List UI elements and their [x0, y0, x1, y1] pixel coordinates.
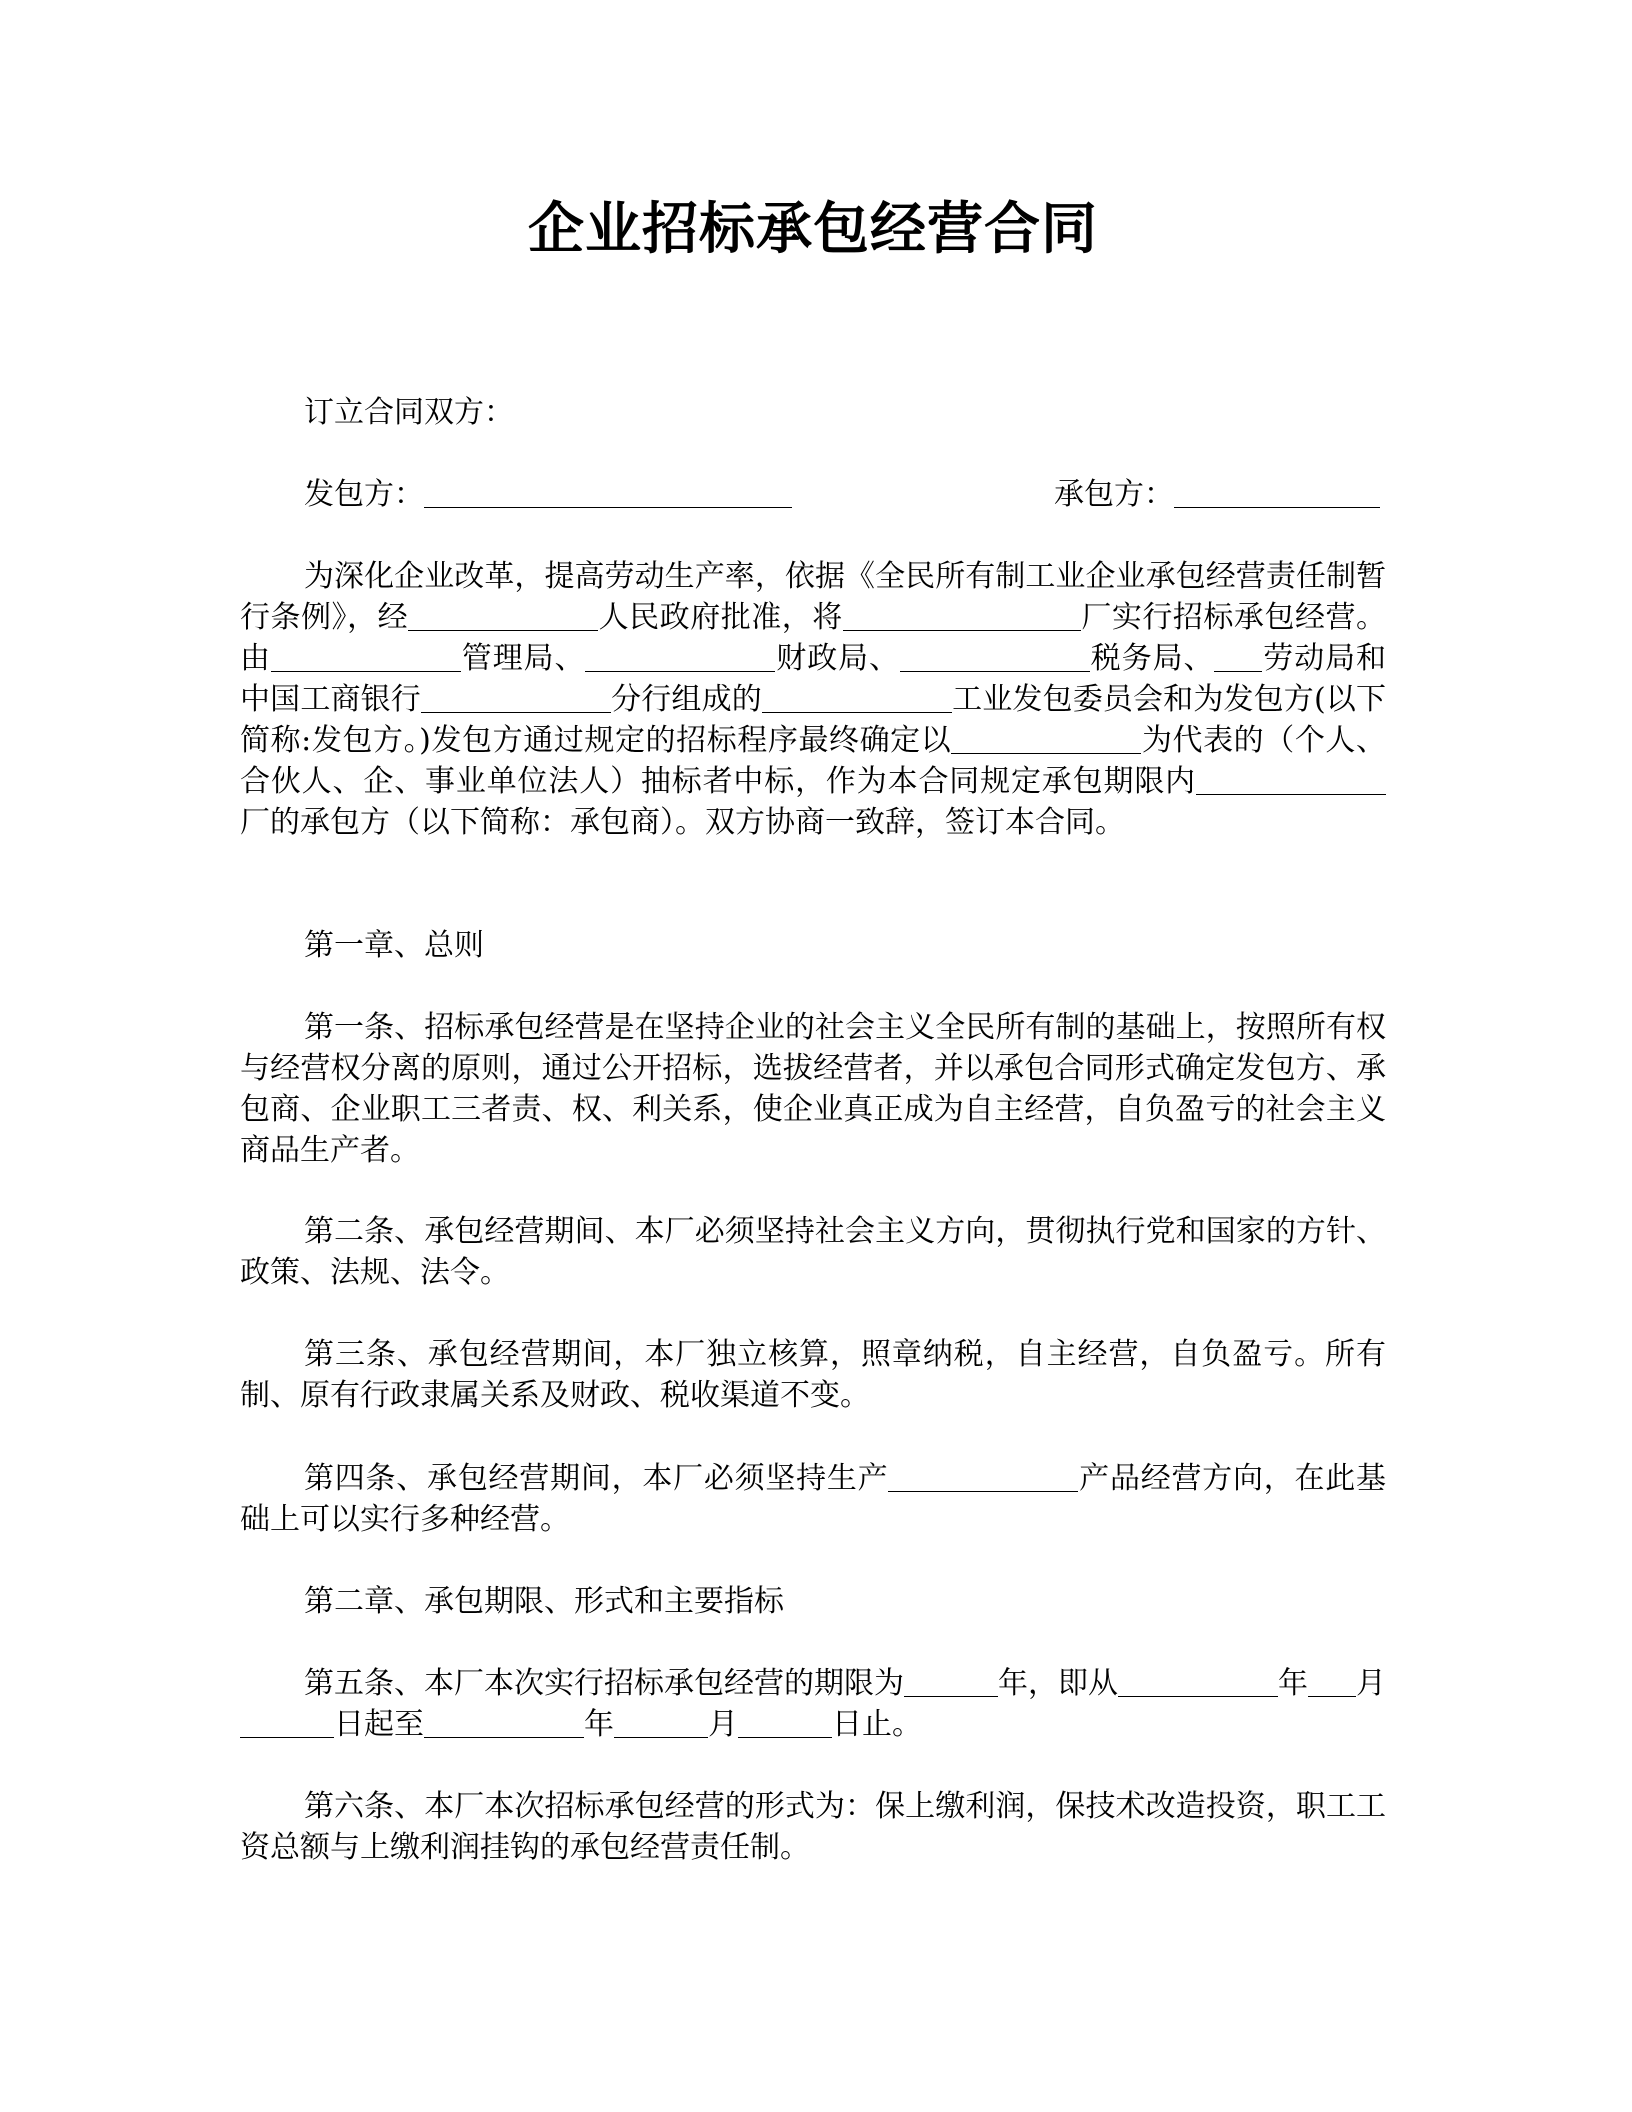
party-a-label: 发包方：: [304, 477, 424, 512]
preamble-text-2: 人民政府批准，将: [598, 600, 843, 635]
party-b-label: 承包方：: [1054, 477, 1174, 512]
preamble-text-9: 工业发包委员会和为发包方(以下简称:发包方。)发包方通过规定的招标程序最终确定以: [240, 682, 1386, 758]
preamble-text-1: 为深化企业改革，提高劳动生产率，依据《全民所有制工业企业承包经营责任制暂行条例》，经: [240, 559, 1386, 635]
article-6: 第六条、本厂本次招标承包经营的形式为：保上缴利润，保技术改造投资，职工工资总额与上缴利润挂钩的承包经营责任制。: [240, 1789, 1386, 1865]
parties-heading: 订立合同双方：: [304, 395, 514, 430]
article-5-text-5: 日起至: [334, 1707, 424, 1742]
document-title: 企业招标承包经营合同: [528, 197, 1098, 262]
preamble-paragraph: [240, 556, 1386, 843]
document-page: [240, 0, 1386, 2112]
article-5-text-3: 年: [1278, 1666, 1308, 1701]
article-2: 第二条、承包经营期间、本厂必须坚持社会主义方向，贯彻执行党和国家的方针、政策、法规、法令。: [240, 1214, 1386, 1290]
start-month-blank[interactable]: [1308, 1666, 1356, 1697]
party-b-blank[interactable]: [1174, 477, 1380, 508]
term-years-blank[interactable]: [904, 1666, 998, 1697]
committee-blank[interactable]: [762, 682, 952, 713]
finance-bureau-blank[interactable]: [585, 641, 775, 672]
party-b: [1054, 474, 1380, 515]
article-4: [240, 1458, 1386, 1540]
article-5-text-8: 日止。: [832, 1707, 922, 1742]
end-year-blank[interactable]: [424, 1707, 584, 1738]
tax-bureau-blank[interactable]: [900, 641, 1090, 672]
parties-line: [240, 474, 1386, 515]
bureau-blank[interactable]: [271, 641, 461, 672]
end-month-blank[interactable]: [614, 1707, 708, 1738]
labor-bureau-blank[interactable]: [1214, 641, 1262, 672]
article-1: 第一条、招标承包经营是在坚持企业的社会主义全民所有制的基础上，按照所有权与经营权分离的原则，通过公开招标，选拔经营者，并以承包合同形式确定发包方、承包商、企业职工三者责、权、利关系，使企业真正成为自主经营，自负盈亏的社会主义商品生产者。: [240, 1010, 1386, 1168]
party-a: [304, 474, 792, 515]
end-day-blank[interactable]: [738, 1707, 832, 1738]
chapter-1-heading: 第一章、总则: [304, 928, 484, 963]
article-5-text-1: 第五条、本厂本次实行招标承包经营的期限为: [304, 1666, 904, 1701]
article-5-text-4: 月: [1356, 1666, 1386, 1701]
government-blank[interactable]: [408, 600, 598, 631]
article-5: [240, 1663, 1386, 1745]
preamble-text-8: 分行组成的: [610, 682, 762, 717]
chapter-2-heading: 第二章、承包期限、形式和主要指标: [304, 1584, 784, 1619]
preamble-text-6: 税务局、: [1089, 641, 1215, 676]
preamble-text-11: 厂的承包方（以下简称：承包商）。双方协商一致辞，签订本合同。: [240, 805, 1125, 840]
party-a-blank[interactable]: [424, 477, 792, 508]
article-5-text-2: 年，即从: [998, 1666, 1118, 1701]
product-blank[interactable]: [888, 1461, 1078, 1492]
article-5-text-6: 年: [584, 1707, 614, 1742]
article-5-text-7: 月: [708, 1707, 738, 1742]
start-year-blank[interactable]: [1118, 1666, 1278, 1697]
representative-blank[interactable]: [951, 723, 1141, 754]
factory-blank[interactable]: [843, 600, 1081, 631]
preamble-text-3: 厂实行招标承包经营。由: [240, 600, 1387, 676]
preamble-text-5: 财政局、: [775, 641, 900, 676]
article-4-text-1: 第四条、承包经营期间，本厂必须坚持生产: [304, 1461, 889, 1496]
preamble-text-7: 劳动局和中国工商银行: [240, 641, 1387, 717]
preamble-text-4: 管理局、: [460, 641, 586, 676]
contract-factory-blank[interactable]: [1196, 764, 1386, 795]
bank-branch-blank[interactable]: [421, 682, 611, 713]
article-4-text-2: 产品经营方向，在此基础上可以实行多种经营。: [240, 1461, 1387, 1537]
article-3: 第三条、承包经营期间，本厂独立核算，照章纳税，自主经营，自负盈亏。所有制、原有行政隶属关系及财政、税收渠道不变。: [240, 1337, 1386, 1413]
start-day-blank[interactable]: [240, 1707, 334, 1738]
preamble-text-10: 为代表的（个人、合伙人、企、事业单位法人）抽标者中标，作为本合同规定承包期限内: [240, 723, 1387, 799]
